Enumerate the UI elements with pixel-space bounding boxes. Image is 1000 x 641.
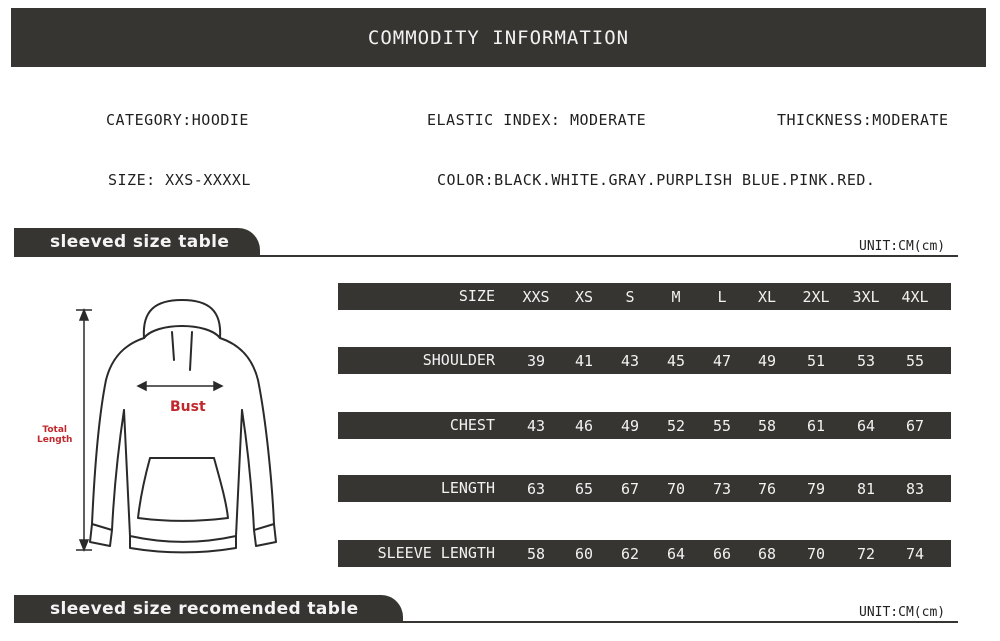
table-cell: 63 [526,480,546,498]
table-cell: XS [574,288,594,306]
table-cell: 76 [757,480,777,498]
table-cell: 51 [806,352,826,370]
row-label: CHEST [449,416,495,434]
total-length-label-line2: Length [37,435,73,445]
section-divider [14,255,958,257]
size-range-info: SIZE: XXS-XXXXL [108,171,251,189]
table-cell: M [671,288,681,306]
table-cell: 66 [712,545,732,563]
color-info: COLOR:BLACK.WHITE.GRAY.PURPLISH BLUE.PINK.RED. [437,171,876,189]
table-row [338,412,951,439]
table-cell: 53 [856,352,876,370]
table-row [338,347,951,374]
table-cell: 43 [620,352,640,370]
sleeved-size-table-title: sleeved size table [50,232,230,252]
unit-label-bottom: UNIT:CM(cm) [859,605,946,620]
row-label: SIZE [458,287,495,305]
total-length-label-line1: Total [42,425,67,435]
table-cell: 70 [806,545,826,563]
row-label: SLEEVE LENGTH [377,544,495,562]
table-row [338,540,951,567]
table-cell: 60 [574,545,594,563]
sleeved-size-recommended-table-tab [14,595,403,623]
table-cell: 49 [757,352,777,370]
table-cell: XXS [522,288,550,306]
table-cell: 58 [757,417,777,435]
table-cell: 3XL [852,288,880,306]
commodity-info-header [11,8,986,67]
elastic-index-info: ELASTIC INDEX: MODERATE [427,111,647,129]
table-cell: 61 [806,417,826,435]
table-cell: 74 [905,545,925,563]
row-label: LENGTH [440,479,495,497]
sleeved-size-recommended-table-title: sleeved size recomended table [50,599,359,619]
table-cell: 67 [905,417,925,435]
table-cell: 55 [712,417,732,435]
table-row [338,475,951,502]
table-cell: 47 [712,352,732,370]
table-cell: 55 [905,352,925,370]
section-divider-bottom [14,621,958,623]
table-cell: 62 [620,545,640,563]
table-cell: 67 [620,480,640,498]
table-cell: 64 [666,545,686,563]
table-cell: 83 [905,480,925,498]
table-cell: 68 [757,545,777,563]
header-title: COMMODITY INFORMATION [367,26,630,49]
table-cell: 65 [574,480,594,498]
table-cell: 81 [856,480,876,498]
table-cell: 70 [666,480,686,498]
table-cell: 72 [856,545,876,563]
table-cell: 49 [620,417,640,435]
category-info: CATEGORY:HOODIE [106,111,249,129]
table-cell: XL [757,288,777,306]
table-cell: S [625,288,635,306]
bust-label: Bust [170,399,206,415]
table-cell: 2XL [802,288,830,306]
row-label: SHOULDER [422,351,495,369]
table-cell: 58 [526,545,546,563]
table-row [338,283,951,310]
total-length-label [37,425,72,445]
table-cell: L [717,288,727,306]
thickness-info: THICKNESS:MODERATE [777,111,949,129]
table-cell: 4XL [901,288,929,306]
table-cell: 79 [806,480,826,498]
table-cell: 43 [526,417,546,435]
table-cell: 39 [526,352,546,370]
unit-label: UNIT:CM(cm) [859,239,946,254]
table-cell: 45 [666,352,686,370]
table-cell: 73 [712,480,732,498]
table-cell: 52 [666,417,686,435]
table-cell: 46 [574,417,594,435]
sleeved-size-table-tab [14,228,260,256]
table-cell: 64 [856,417,876,435]
table-cell: 41 [574,352,594,370]
